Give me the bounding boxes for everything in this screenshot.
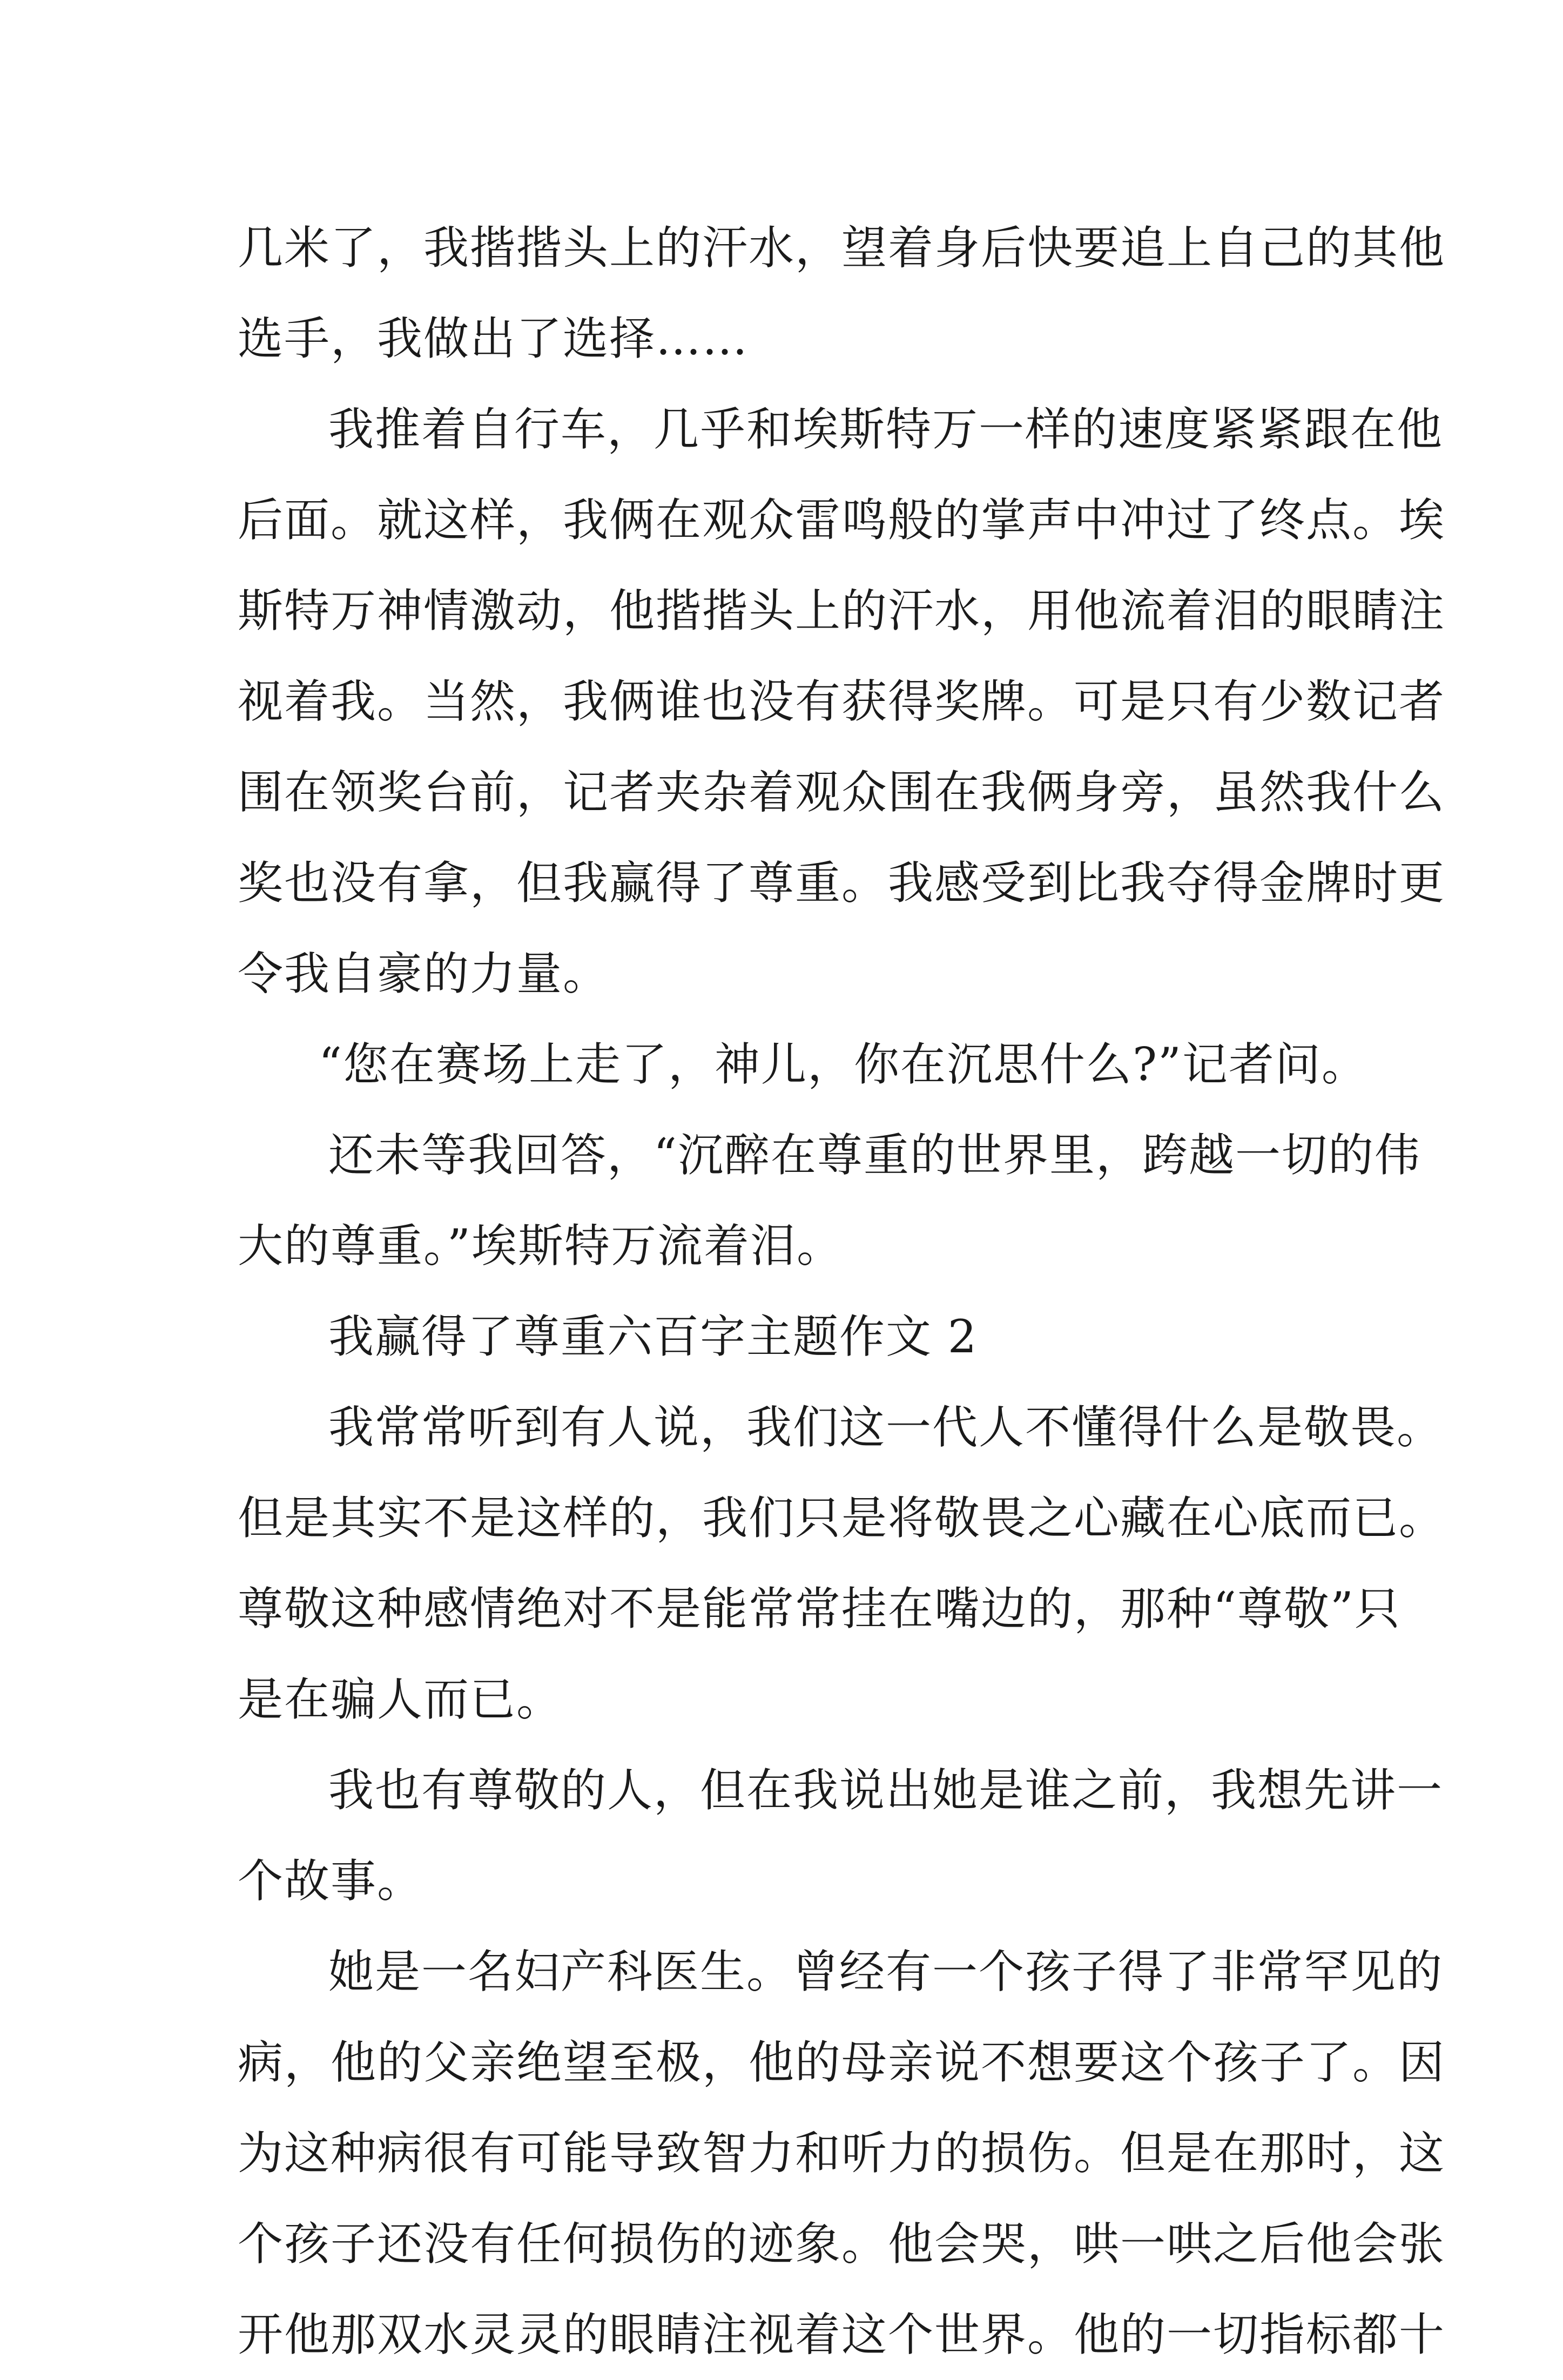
text-line: 视着我。当然，我俩谁也没有获得奖牌。可是只有少数记者 <box>238 675 1446 728</box>
paragraph-start-line: 还未等我回答，“沉醉在尊重的世界里，跨越一切的伟 <box>328 1129 1421 1182</box>
text-line: 大的尊重。”埃斯特万流着泪。 <box>238 1219 843 1272</box>
text-line: 选手，我做出了选择…… <box>238 312 749 365</box>
text-line: 为这种病很有可能导致智力和听力的损伤。但是在那时，这 <box>238 2127 1446 2180</box>
paragraph-start-line: 她是一名妇产科医生。曾经有一个孩子得了非常罕见的 <box>328 1945 1444 1998</box>
text-line: 开他那双水灵灵的眼睛注视着这个世界。他的一切指标都十 <box>238 2308 1446 2361</box>
section-heading: 我赢得了尊重六百字主题作文 2 <box>328 1310 978 1363</box>
text-line: 但是其实不是这样的，我们只是将敬畏之心藏在心底而已。 <box>238 1492 1446 1545</box>
text-line: 围在领奖台前，记者夹杂着观众围在我俩身旁，虽然我什么 <box>238 766 1446 819</box>
text-line: 尊敬这种感情绝对不是能常常挂在嘴边的，那种“尊敬”只 <box>238 1582 1401 1635</box>
text-line: 个故事。 <box>238 1855 424 1907</box>
paragraph-start-line: 我推着自行车，几乎和埃斯特万一样的速度紧紧跟在他 <box>328 403 1444 456</box>
text-line: 个孩子还没有任何损伤的迹象。他会哭，哄一哄之后他会张 <box>238 2217 1446 2270</box>
paragraph-start-line: “您在赛场上走了，神儿，你在沉思什么?”记者问。 <box>319 1038 1368 1091</box>
text-line: 是在骗人而已。 <box>238 1673 563 1726</box>
text-line: 奖也没有拿，但我赢得了尊重。我感受到比我夺得金牌时更 <box>238 857 1446 909</box>
text-line: 病，他的父亲绝望至极，他的母亲说不想要这个孩子了。因 <box>238 2036 1446 2089</box>
text-line: 斯特万神情激动，他揩揩头上的汗水，用他流着泪的眼睛注 <box>238 584 1446 637</box>
text-line: 令我自豪的力量。 <box>238 947 610 1000</box>
paragraph-start-line: 我也有尊敬的人，但在我说出她是谁之前，我想先讲一 <box>328 1764 1444 1817</box>
text-line: 几米了，我揩揩头上的汗水，望着身后快要追上自己的其他 <box>238 221 1446 274</box>
paragraph-start-line: 我常常听到有人说，我们这一代人不懂得什么是敬畏。 <box>328 1401 1444 1454</box>
text-line: 后面。就这样，我俩在观众雷鸣般的掌声中冲过了终点。埃 <box>238 494 1446 547</box>
article-body <box>238 203 1446 2380</box>
